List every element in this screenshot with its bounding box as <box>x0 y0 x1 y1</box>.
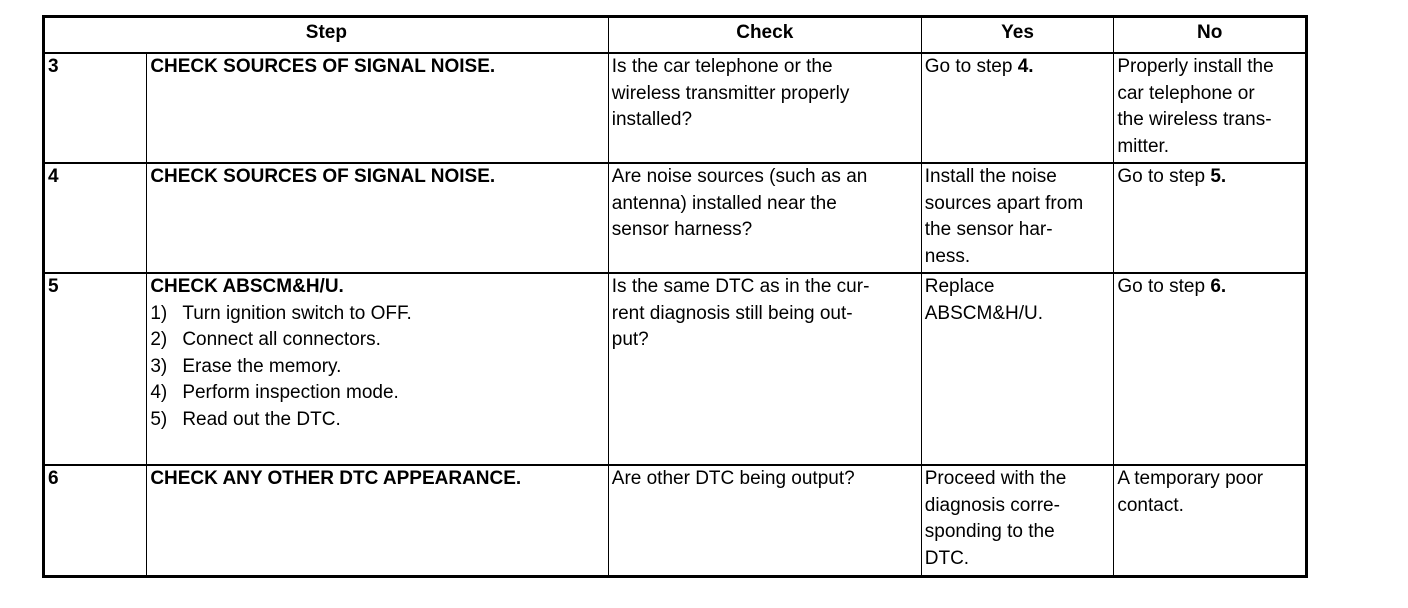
no-line: the wireless trans- <box>1117 109 1272 130</box>
step-cell <box>147 273 608 465</box>
substep-text: Erase the memory. <box>182 355 342 377</box>
header-no: No <box>1114 17 1307 54</box>
no-step-ref: 5. <box>1210 166 1227 187</box>
yes-line: Replace <box>924 276 995 297</box>
substep-number: 2) <box>150 329 168 350</box>
yes-line: ABSCM&H/U. <box>924 302 1043 324</box>
step-title: CHECK SOURCES OF SIGNAL NOISE. <box>150 56 496 77</box>
step-number: 4 <box>44 163 147 273</box>
table-row-step-6 <box>44 465 1307 577</box>
substep-text: Turn ignition switch to OFF. <box>182 302 412 324</box>
yes-line: sponding to the <box>924 521 1055 542</box>
substep-item <box>150 354 604 381</box>
step-title: CHECK ABSCM&H/U. <box>150 276 344 297</box>
yes-cell <box>921 273 1114 465</box>
yes-cell <box>921 465 1114 577</box>
check-line: Is the same DTC as in the cur- <box>611 276 870 297</box>
step-number: 5 <box>44 273 147 465</box>
header-check: Check <box>608 17 921 54</box>
header-row <box>44 17 1307 54</box>
substep-item <box>150 301 604 328</box>
table-row-step-3 <box>44 53 1307 163</box>
yes-line: the sensor har- <box>924 219 1053 240</box>
check-line: wireless transmitter properly <box>611 82 850 104</box>
header-yes: Yes <box>921 17 1114 54</box>
check-line: Are other DTC being output? <box>611 468 855 489</box>
table-row-step-4 <box>44 163 1307 273</box>
check-line: Is the car telephone or the <box>611 56 833 77</box>
check-line: antenna) installed near the <box>611 192 837 214</box>
step-title: CHECK ANY OTHER DTC APPEARANCE. <box>150 468 522 489</box>
yes-text: Go to step <box>924 56 1018 77</box>
no-line: contact. <box>1117 494 1184 516</box>
substep-item <box>150 327 604 354</box>
yes-cell <box>921 163 1114 273</box>
no-line: A temporary poor <box>1117 468 1264 489</box>
no-text: Go to step <box>1117 276 1211 297</box>
table-row-step-5 <box>44 273 1307 465</box>
yes-cell <box>921 53 1114 163</box>
check-line: installed? <box>611 109 693 130</box>
check-cell <box>608 465 921 577</box>
substep-text: Read out the DTC. <box>182 408 341 430</box>
substep-number: 4) <box>150 382 168 403</box>
no-cell <box>1114 273 1307 465</box>
substep-item <box>150 380 604 407</box>
step-cell <box>147 465 608 577</box>
step-cell <box>147 163 608 273</box>
substep-number: 1) <box>150 302 168 324</box>
no-cell <box>1114 465 1307 577</box>
substep-number: 5) <box>150 408 168 430</box>
step-number: 6 <box>44 465 147 577</box>
no-line: car telephone or <box>1117 82 1255 104</box>
diagnosis-table <box>42 15 1308 578</box>
step-cell <box>147 53 608 163</box>
check-line: rent diagnosis still being out- <box>611 302 853 324</box>
check-cell <box>608 163 921 273</box>
substep-list <box>150 301 604 434</box>
check-line: Are noise sources (such as an <box>611 166 868 187</box>
yes-line: sources apart from <box>924 192 1084 214</box>
no-cell <box>1114 53 1307 163</box>
substep-number: 3) <box>150 355 168 377</box>
yes-line: Proceed with the <box>924 468 1067 489</box>
check-cell <box>608 273 921 465</box>
yes-line: diagnosis corre- <box>924 494 1060 516</box>
no-text: Go to step <box>1117 166 1211 187</box>
check-line: put? <box>611 329 649 350</box>
no-step-ref: 6. <box>1210 276 1227 297</box>
no-cell <box>1114 163 1307 273</box>
check-cell <box>608 53 921 163</box>
check-line: sensor harness? <box>611 219 753 240</box>
substep-item <box>150 407 604 434</box>
yes-line: ness. <box>924 245 971 267</box>
step-title: CHECK SOURCES OF SIGNAL NOISE. <box>150 166 496 187</box>
yes-step-ref: 4. <box>1017 56 1034 77</box>
no-line: mitter. <box>1117 135 1170 157</box>
yes-line: DTC. <box>924 547 970 569</box>
step-number: 3 <box>44 53 147 163</box>
no-line: Properly install the <box>1117 56 1274 77</box>
substep-text: Perform inspection mode. <box>182 382 399 403</box>
substep-text: Connect all connectors. <box>182 329 381 350</box>
header-step: Step <box>44 17 609 54</box>
yes-line: Install the noise <box>924 166 1057 187</box>
